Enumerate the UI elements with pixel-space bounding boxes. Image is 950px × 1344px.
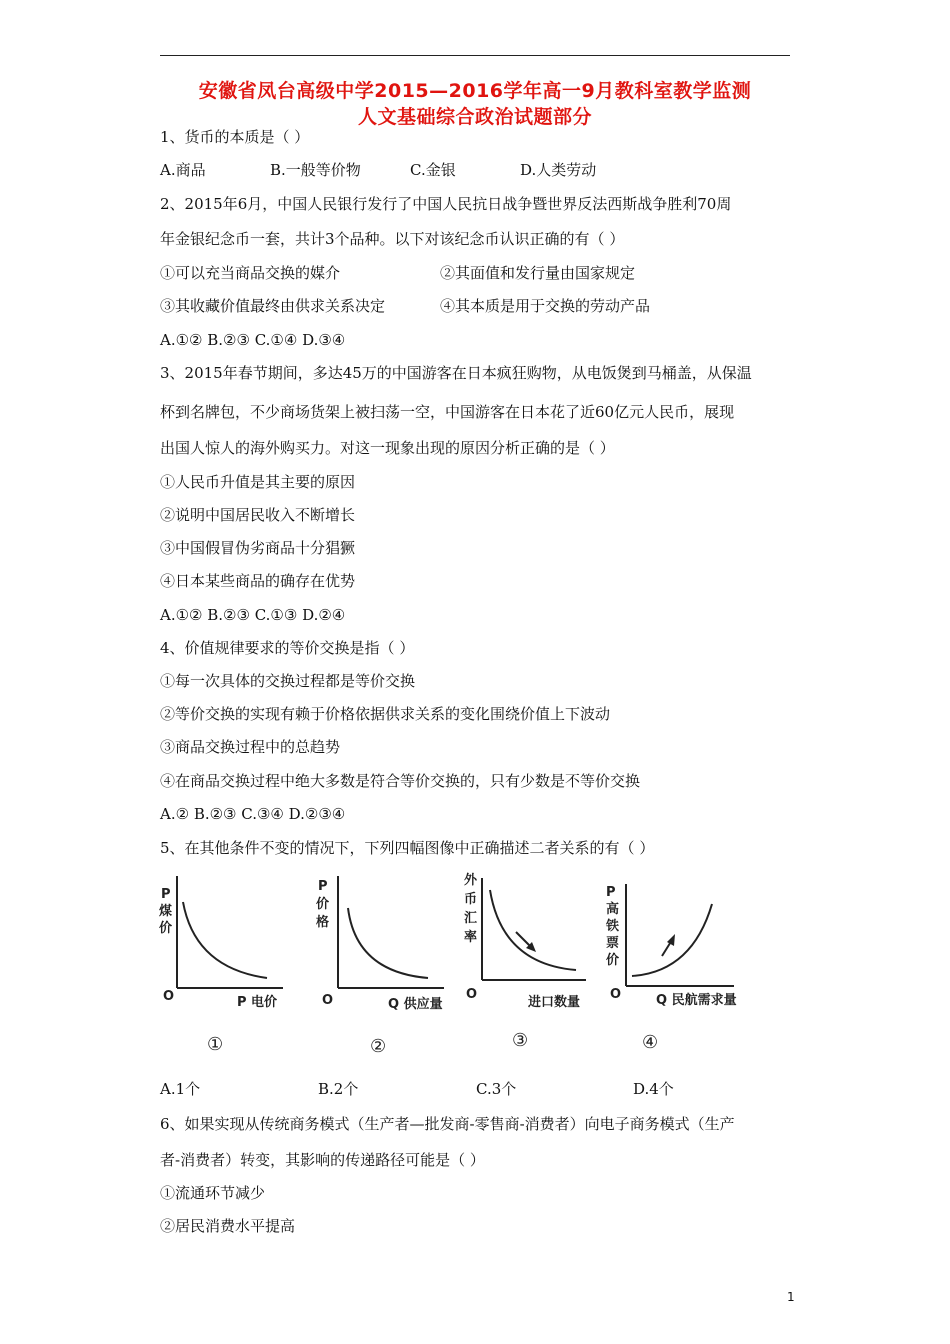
q5-option-a: A.1个 <box>160 1080 201 1098</box>
graph-number: ④ <box>642 1032 659 1053</box>
origin-label: O <box>610 987 622 1002</box>
y-label-4: 率 <box>464 930 478 945</box>
q4-item-2: ②等价交换的实现有赖于价格依据供求关系的变化围绕价值上下波动 <box>160 705 611 723</box>
q5-graph-1 <box>155 868 295 1068</box>
graph-1-svg <box>155 868 295 1068</box>
q5-graph-4 <box>600 868 750 1068</box>
q2-item-3: ③其收藏价值最终由供求关系决定 <box>160 297 386 315</box>
q1-option-c: C.金银 <box>410 161 456 179</box>
graph-number: ② <box>370 1036 387 1057</box>
y-label-4: 票 <box>606 936 620 951</box>
q2-item-2: ②其面值和发行量由国家规定 <box>440 264 636 282</box>
q5-graph-3 <box>460 868 610 1068</box>
q3-stem-3: 出国人惊人的海外购买力。对这一现象出现的原因分析正确的是（ ） <box>160 439 615 457</box>
q5-option-b: B.2个 <box>318 1080 359 1098</box>
y-label-3: 铁 <box>606 919 620 934</box>
q3-item-4: ④日本某些商品的确存在优势 <box>160 572 356 590</box>
graph-2-svg <box>310 868 460 1068</box>
y-label-3: 汇 <box>464 911 478 926</box>
q2-item-1: ①可以充当商品交换的媒介 <box>160 264 341 282</box>
q2-stem-2: 年金银纪念币一套，共计3个品种。以下对该纪念币认识正确的有（ ） <box>160 230 625 248</box>
title-line-1: 安徽省凤台高级中学2015—2016学年高一9月教科室教学监测 <box>198 80 752 102</box>
q4-item-1: ①每一次具体的交换过程都是等价交换 <box>160 672 416 690</box>
origin-label: O <box>163 989 175 1004</box>
q1-stem: 1、货币的本质是（ ） <box>160 128 310 146</box>
y-label-3: 价 <box>159 921 173 936</box>
demand-curve <box>183 902 267 978</box>
y-label-2: 高 <box>606 902 620 917</box>
q6-item-2: ②居民消费水平提高 <box>160 1217 296 1235</box>
exchange-rate-curve <box>490 890 576 970</box>
supply-curve <box>348 908 428 978</box>
q3-item-2: ②说明中国居民收入不断增长 <box>160 506 356 524</box>
q6-stem-2: 者-消费者）转变，其影响的传递路径可能是（ ） <box>160 1151 485 1169</box>
q2-item-4: ④其本质是用于交换的劳动产品 <box>440 297 651 315</box>
y-label-2: 煤 <box>159 904 173 919</box>
q1-option-d: D.人类劳动 <box>520 161 597 179</box>
q3-item-1: ①人民币升值是其主要的原因 <box>160 473 356 491</box>
x-label: Q 供应量 <box>388 997 443 1012</box>
x-label: Q 民航需求量 <box>656 993 737 1008</box>
y-label-2: 价 <box>316 897 330 912</box>
graph-number: ① <box>207 1034 224 1055</box>
y-label-1: P <box>161 887 171 902</box>
graph-4-svg <box>600 868 750 1068</box>
x-label: 进口数量 <box>528 995 581 1010</box>
q4-options: A.② B.②③ C.③④ D.②③④ <box>160 805 346 823</box>
q4-item-4: ④在商品交换过程中绝大多数是符合等价交换的，只有少数是不等价交换 <box>160 772 641 790</box>
q3-options: A.①② B.②③ C.①③ D.②④ <box>160 606 346 624</box>
q5-graph-2 <box>310 868 460 1068</box>
q5-stem: 5、在其他条件不变的情况下，下列四幅图像中正确描述二者关系的有（ ） <box>160 839 655 857</box>
q3-stem-1: 3、2015年春节期间，多达45万的中国游客在日本疯狂购物，从电饭煲到马桶盖，从保温 <box>160 364 752 382</box>
q3-stem-2: 杯到名牌包，不少商场货架上被扫荡一空，中国游客在日本花了近60亿元人民币，展现 <box>160 403 735 421</box>
y-label-1: 外 <box>464 873 478 888</box>
x-label: P 电价 <box>237 995 278 1010</box>
y-label-2: 币 <box>464 892 478 907</box>
q6-stem-1: 6、如果实现从传统商务模式（生产者—批发商-零售商-消费者）向电子商务模式（生产 <box>160 1115 735 1133</box>
q5-option-d: D.4个 <box>633 1080 674 1098</box>
q2-options: A.①② B.②③ C.①④ D.③④ <box>160 331 346 349</box>
graph-number: ③ <box>512 1030 529 1051</box>
q4-item-3: ③商品交换过程中的总趋势 <box>160 738 341 756</box>
origin-label: O <box>466 987 478 1002</box>
title-line-2: 人文基础综合政治试题部分 <box>357 106 592 128</box>
header-rule <box>160 55 790 56</box>
q3-item-3: ③中国假冒伪劣商品十分猖獗 <box>160 539 356 557</box>
q6-item-1: ①流通环节减少 <box>160 1184 266 1202</box>
y-label-5: 价 <box>606 953 620 968</box>
graph-3-svg <box>460 868 610 1068</box>
y-label-3: 格 <box>316 915 330 930</box>
q1-option-b: B.一般等价物 <box>270 161 361 179</box>
y-label-1: P <box>318 879 328 894</box>
page-number: 1 <box>787 1290 795 1304</box>
q5-option-c: C.3个 <box>476 1080 517 1098</box>
q2-stem-1: 2、2015年6月，中国人民银行发行了中国人民抗日战争暨世界反法西斯战争胜利70周 <box>160 195 732 213</box>
origin-label: O <box>322 993 334 1008</box>
q4-stem: 4、价值规律要求的等价交换是指（ ） <box>160 639 415 657</box>
y-label-1: P <box>606 885 616 900</box>
q1-option-a: A.商品 <box>160 161 206 179</box>
